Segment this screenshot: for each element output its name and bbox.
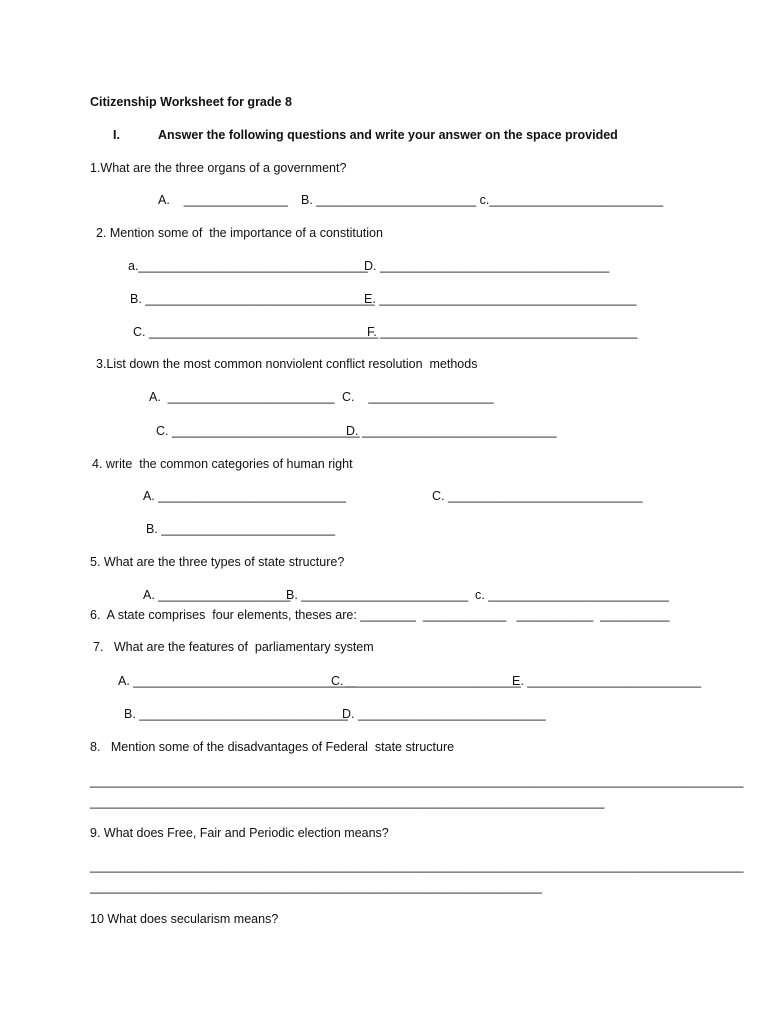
question-1: 1.What are the three organs of a government? [90, 161, 347, 175]
q4-answer-c: C. ____________________________ [432, 489, 643, 503]
question-6: 6. A state comprises four elements, theses are: ________ ____________ ___________ __________ [90, 608, 670, 622]
q4-answer-a: A. ___________________________ [143, 489, 346, 503]
section-numeral: I. [113, 128, 120, 142]
q2-answer-e: E. _____________________________________ [364, 292, 637, 306]
q8-answer-line-2: __________________________________________________________________________ [90, 795, 605, 809]
q5-answer-b: B. ________________________ [286, 588, 469, 602]
question-3: 3.List down the most common nonviolent conflict resolution methods [96, 357, 478, 371]
q5-answer-a: A. ___________________ [143, 588, 291, 602]
q2-answer-d: D. _________________________________ [364, 259, 610, 273]
q9-answer-line-1: ______________________________________________________________________________________________ [90, 859, 744, 873]
q2-answer-b: B. _________________________________ [130, 292, 375, 306]
q3-answer-d: D. ____________________________ [346, 424, 557, 438]
q5-answer-c: c. __________________________ [475, 588, 669, 602]
question-8: 8. Mention some of the disadvantages of Federal state structure [90, 740, 455, 754]
question-9: 9. What does Free, Fair and Periodic election means? [90, 826, 389, 840]
q7-answer-e: E. _________________________ [512, 674, 702, 688]
q1-answer-b-c: B. _______________________ c._________________________ [301, 193, 664, 207]
question-5: 5. What are the three types of state structure? [90, 555, 345, 569]
question-10: 10 What does secularism means? [90, 912, 279, 926]
q3-answer-c1: C. __________________ [342, 390, 494, 404]
question-7: 7. What are the features of parliamentary system [93, 640, 374, 654]
question-2: 2. Mention some of the importance of a constitution [96, 226, 383, 240]
q7-answer-c: C. _________________________ [331, 674, 521, 688]
q3-answer-c2: C. ___________________________ [156, 424, 360, 438]
q7-answer-b: B. ______________________________ [124, 707, 348, 721]
q2-answer-f: F. _____________________________________ [367, 325, 638, 339]
question-4: 4. write the common categories of human right [92, 457, 353, 471]
q3-answer-a: A. ________________________ [149, 390, 335, 404]
q2-answer-c: C. _________________________________ [133, 325, 379, 339]
q8-answer-line-1: ______________________________________________________________________________________________ [90, 774, 744, 788]
q4-answer-b: B. _________________________ [146, 522, 336, 536]
q1-answer-a: A. _______________ [158, 193, 288, 207]
page-title: Citizenship Worksheet for grade 8 [90, 95, 292, 109]
q7-answer-a: A. ________________________________ [118, 674, 356, 688]
q7-answer-d: D. ___________________________ [342, 707, 546, 721]
q2-answer-a: a._________________________________ [128, 259, 368, 273]
q9-answer-line-2: _________________________________________________________________ [90, 880, 542, 894]
section-instruction: Answer the following questions and write your answer on the space provided [158, 128, 618, 142]
